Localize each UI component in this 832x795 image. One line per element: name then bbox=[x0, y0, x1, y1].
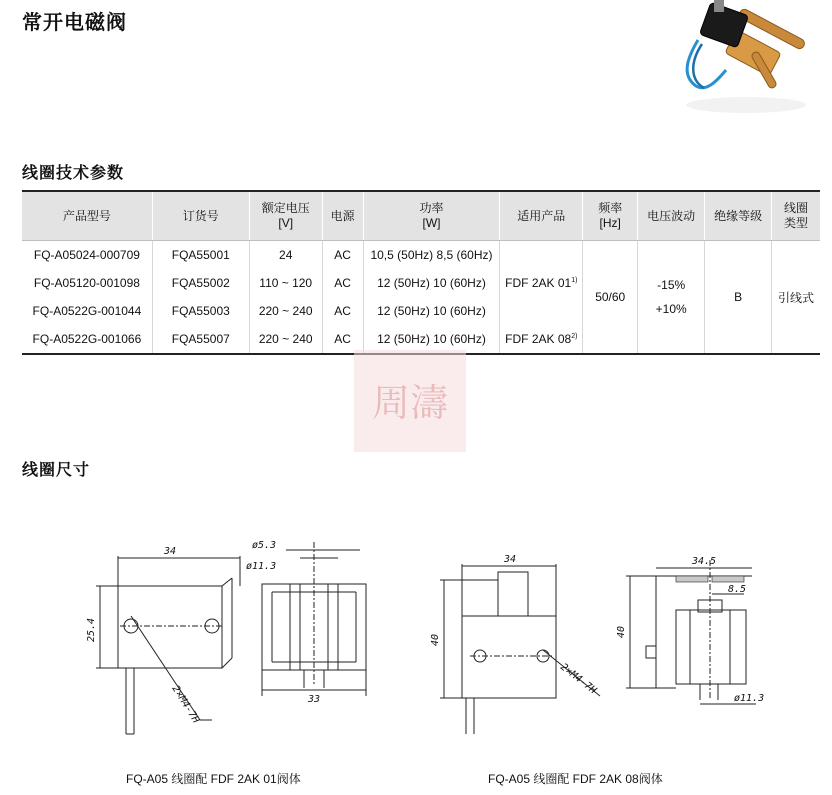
footnote-mark: 2) bbox=[571, 333, 578, 340]
product-text: FDF 2AK 01 bbox=[505, 276, 572, 290]
header-product bbox=[500, 191, 583, 241]
product-text: FDF 2AK 08 bbox=[505, 332, 572, 346]
power-type-cell: AC bbox=[322, 297, 363, 325]
product-cell bbox=[500, 325, 583, 354]
header-text: 额定电压 bbox=[261, 201, 310, 215]
drawing-caption-1: FQ-A05 线圈配 FDF 2AK 01阀体 bbox=[126, 772, 301, 786]
dimension-label: 33 bbox=[307, 694, 321, 705]
footnote-mark: 1) bbox=[571, 277, 578, 284]
dimension-label: 34 bbox=[163, 546, 177, 557]
coil-dimension-drawings bbox=[0, 520, 832, 760]
header-power bbox=[363, 191, 500, 241]
header-text: 绝缘等级 bbox=[714, 208, 763, 223]
header-coil-type bbox=[772, 191, 820, 241]
header-text: 适用产品 bbox=[517, 208, 566, 223]
drawing-caption-2: FQ-A05 线圈配 FDF 2AK 08阀体 bbox=[488, 772, 663, 786]
header-insulation bbox=[705, 191, 772, 241]
order-cell: FQA55007 bbox=[152, 325, 249, 354]
model-cell: FQ-A0522G-001044 bbox=[32, 304, 142, 318]
model-cell: FQ-A05024-000709 bbox=[33, 248, 140, 262]
dimension-label: 2×M4-7H bbox=[169, 683, 202, 726]
header-order-no bbox=[152, 191, 249, 241]
voltage-cell: 220 ~ 240 bbox=[249, 297, 322, 325]
dimension-label: 34 bbox=[503, 554, 517, 565]
header-fluctuation bbox=[638, 191, 705, 241]
order-cell: FQA55003 bbox=[152, 297, 249, 325]
dimension-label: 25.4 bbox=[86, 617, 97, 643]
header-text: 频率 bbox=[598, 201, 623, 215]
spec-section-heading: 线圈技术参数 bbox=[22, 163, 125, 182]
dimension-label: ø5.3 bbox=[252, 540, 277, 551]
power-cell: 12 (50Hz) 10 (60Hz) bbox=[363, 325, 500, 354]
header-text: 线圈 bbox=[784, 201, 809, 215]
frequency-cell: 50/60 bbox=[583, 241, 638, 355]
dimension-label: 34.5 bbox=[691, 556, 717, 567]
header-unit: [V] bbox=[278, 216, 294, 230]
voltage-cell: 24 bbox=[249, 241, 322, 270]
power-cell: 12 (50Hz) 10 (60Hz) bbox=[363, 297, 500, 325]
power-cell: 10,5 (50Hz) 8,5 (60Hz) bbox=[363, 241, 500, 270]
model-cell: FQ-A05120-001098 bbox=[33, 276, 140, 290]
table-header-row bbox=[22, 191, 820, 241]
dimension-label: 8.5 bbox=[728, 584, 747, 595]
model-cell: FQ-A0522G-001066 bbox=[22, 325, 152, 354]
header-text: 产品型号 bbox=[62, 208, 111, 223]
dimension-label: 2×M4-7H bbox=[558, 661, 599, 697]
header-text: 电压波动 bbox=[647, 208, 696, 223]
power-type-cell: AC bbox=[322, 325, 363, 354]
fluctuation-minus: -15% bbox=[657, 278, 686, 292]
header-text: 类型 bbox=[784, 216, 809, 230]
table-row bbox=[22, 241, 820, 270]
coil-type-cell: 引线式 bbox=[772, 241, 820, 355]
power-type-cell: AC bbox=[322, 269, 363, 297]
dimension-label: 40 bbox=[430, 633, 441, 647]
header-frequency bbox=[583, 191, 638, 241]
header-text: 订货号 bbox=[182, 208, 219, 223]
header-voltage bbox=[249, 191, 322, 241]
order-cell: FQA55001 bbox=[152, 241, 249, 270]
order-cell: FQA55002 bbox=[152, 269, 249, 297]
voltage-cell: 110 ~ 120 bbox=[249, 269, 322, 297]
solenoid-valve-photo bbox=[676, 0, 816, 118]
dimension-label: ø11.3 bbox=[734, 693, 765, 704]
dim-section-heading: 线圈尺寸 bbox=[22, 460, 91, 479]
product-cell bbox=[500, 241, 583, 326]
watermark-seal bbox=[354, 350, 466, 452]
header-unit: [Hz] bbox=[599, 216, 621, 230]
dimension-label: 40 bbox=[616, 625, 627, 639]
dimension-label: ø11.3 bbox=[246, 561, 277, 572]
fluctuation-plus: +10% bbox=[655, 302, 687, 316]
fluctuation-cell bbox=[638, 241, 705, 355]
insulation-cell: B bbox=[705, 241, 772, 355]
svg-text:周濤: 周濤 bbox=[371, 381, 449, 425]
header-power-supply bbox=[322, 191, 363, 241]
voltage-cell: 220 ~ 240 bbox=[249, 325, 322, 354]
header-text: 功率 bbox=[419, 201, 444, 215]
coil-spec-table bbox=[22, 190, 820, 355]
page-title: 常开电磁阀 bbox=[22, 10, 127, 34]
header-unit: [W] bbox=[422, 216, 441, 230]
power-type-cell: AC bbox=[322, 241, 363, 270]
header-text: 电源 bbox=[330, 208, 355, 223]
power-cell: 12 (50Hz) 10 (60Hz) bbox=[363, 269, 500, 297]
header-model bbox=[22, 191, 152, 241]
